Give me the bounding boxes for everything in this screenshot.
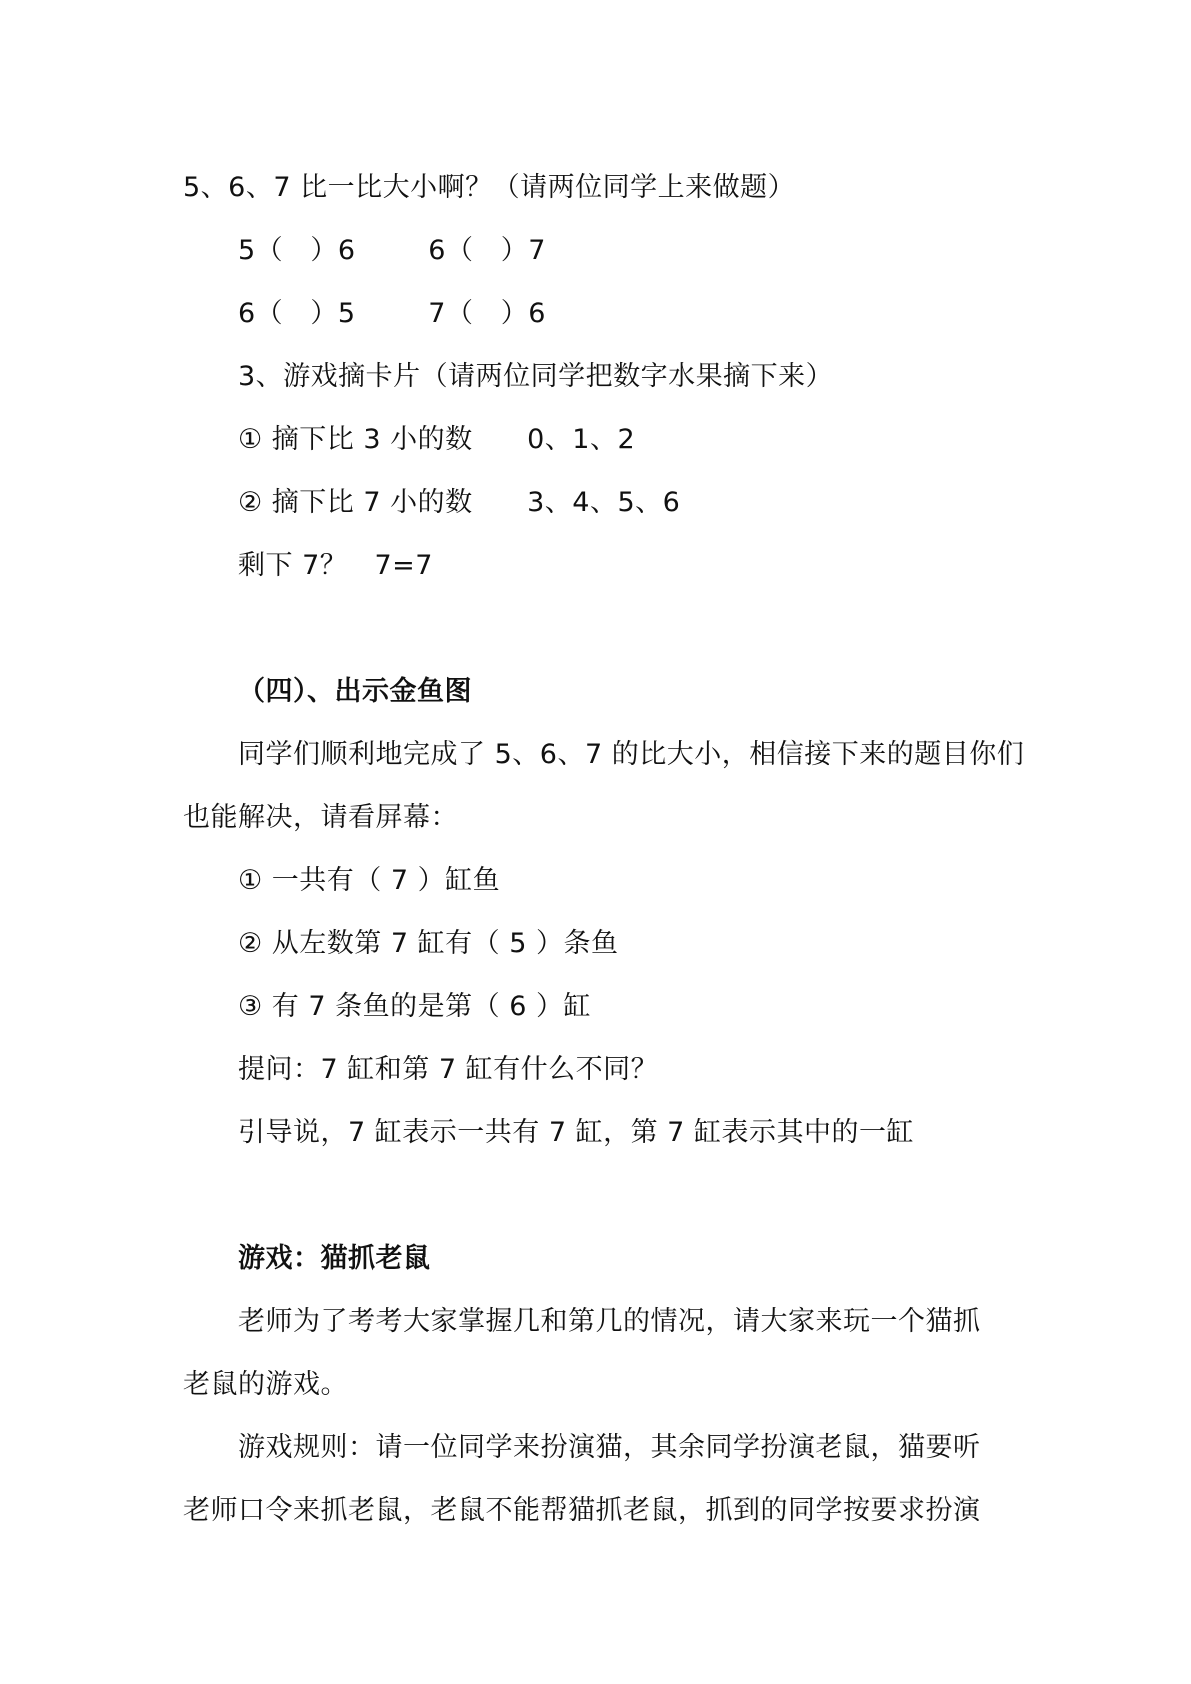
text-line: 同学们顺利地完成了 5、6、7 的比大小，相信接下来的题目你们 (238, 739, 1025, 770)
section-heading: （四）、出示金鱼图 (238, 676, 472, 707)
section-heading: 游戏：猫抓老鼠 (238, 1243, 431, 1274)
text-line: 6（ ）5 7（ ）6 (238, 298, 546, 329)
text-line: 引导说，7 缸表示一共有 7 缸，第 7 缸表示其中的一缸 (238, 1117, 914, 1148)
text-line: 也能解决，请看屏幕： (183, 802, 458, 833)
text-line: 游戏规则：请一位同学来扮演猫，其余同学扮演老鼠，猫要听 (238, 1432, 981, 1463)
text-line: ② 从左数第 7 缸有（ 5 ）条鱼 (238, 928, 619, 959)
text-line: ③ 有 7 条鱼的是第（ 6 ）缸 (238, 991, 591, 1022)
text-line: 5（ ）6 6（ ）7 (238, 235, 546, 266)
text-line: 5、6、7 比一比大小啊？（请两位同学上来做题） (183, 172, 796, 203)
text-line: ① 摘下比 3 小的数 0、1、2 (238, 424, 636, 455)
text-line: ① 一共有（ 7 ）缸鱼 (238, 865, 501, 896)
text-line: ② 摘下比 7 小的数 3、4、5、6 (238, 487, 681, 518)
text-line: 提问：7 缸和第 7 缸有什么不同？ (238, 1054, 659, 1085)
text-line: 3、游戏摘卡片（请两位同学把数字水果摘下来） (238, 361, 834, 392)
text-line: 剩下 7？ 7=7 (238, 550, 433, 581)
text-line: 老师为了考考大家掌握几和第几的情况，请大家来玩一个猫抓 (238, 1306, 981, 1337)
text-line: 老鼠的游戏。 (183, 1369, 348, 1400)
text-line: 老师口令来抓老鼠，老鼠不能帮猫抓老鼠，抓到的同学按要求扮演 (183, 1495, 981, 1526)
